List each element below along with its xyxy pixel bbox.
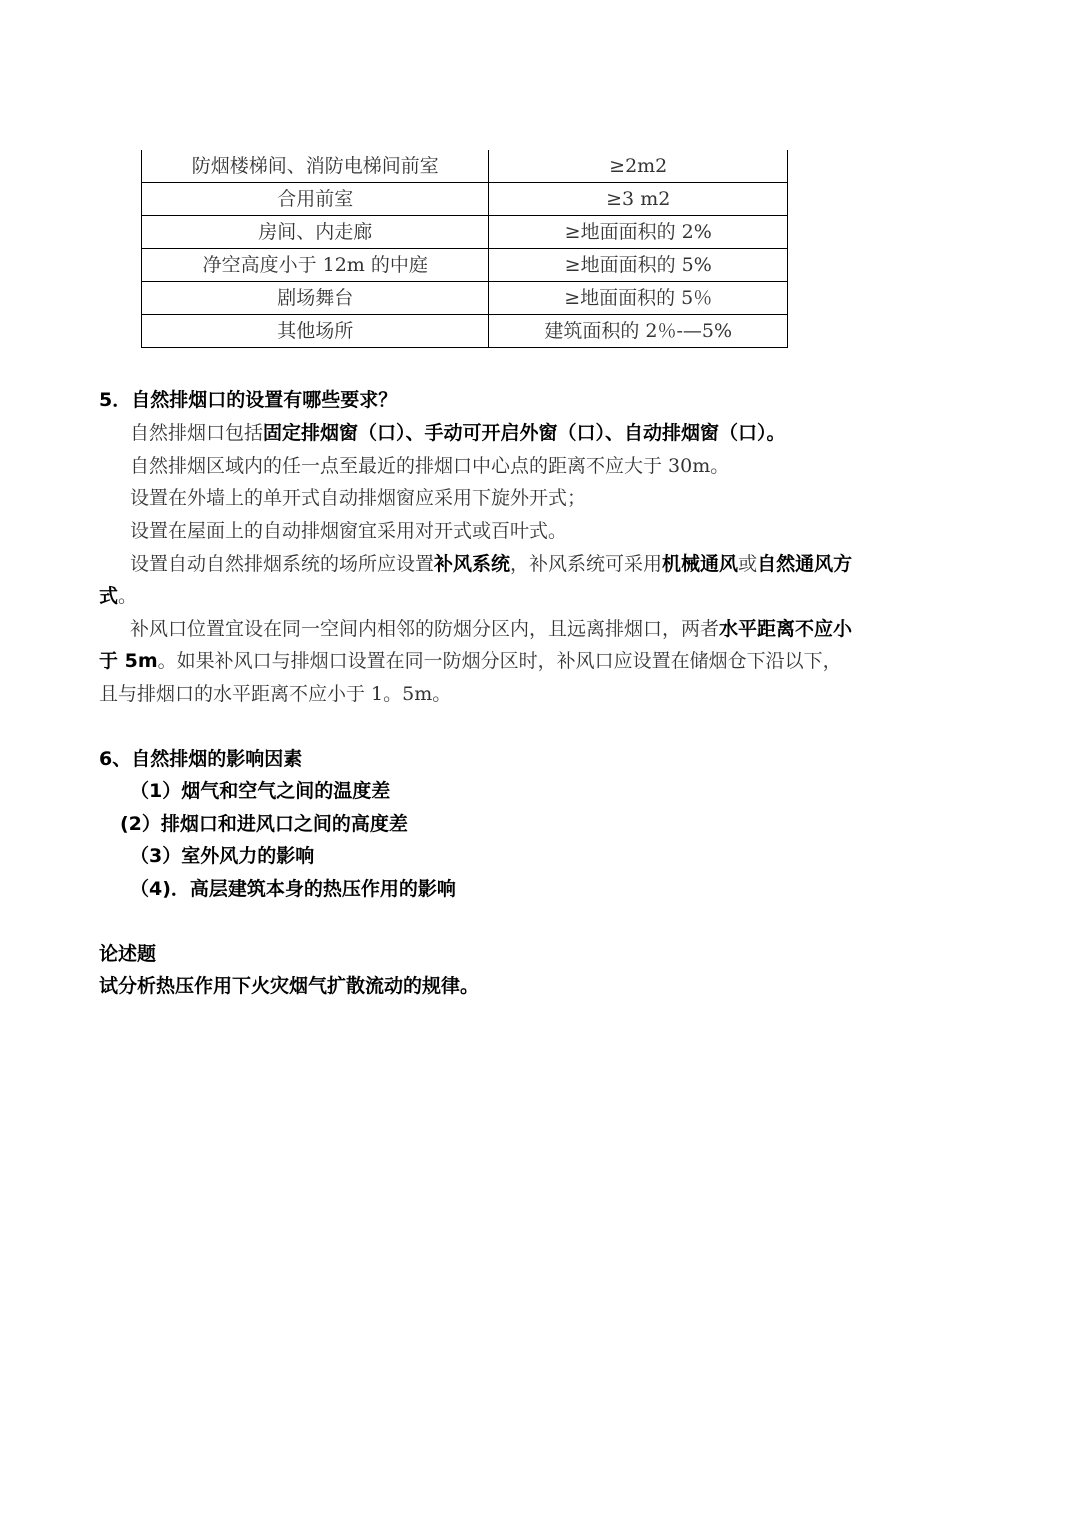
section5-paragraph-2: 自然排烟区域内的任一点至最近的排烟口中心点的距离不应大于 30m。 [130, 455, 730, 477]
smoke-vent-area-table [141, 150, 788, 348]
section5-paragraph-1 [130, 417, 786, 449]
table-row [142, 150, 788, 183]
paragraph-text: 或 [738, 553, 758, 575]
table-row [142, 183, 788, 216]
section5-paragraph-5 [130, 548, 852, 580]
table-cell-area: ≥2m2 [489, 150, 788, 183]
essay-heading: 论述题 [99, 943, 157, 965]
paragraph-emphasis: 式 [99, 585, 119, 607]
table-cell-place: 其他场所 [142, 315, 489, 348]
paragraph-emphasis: 水平距离不应小 [719, 618, 853, 640]
table-cell-area: ≥3 m2 [489, 183, 788, 216]
section5-paragraph-4: 设置在屋面上的自动排烟窗宜采用对开式或百叶式。 [130, 520, 568, 542]
essay-question: 试分析热压作用下火灾烟气扩散流动的规律。 [99, 975, 480, 997]
section5-paragraph-6 [130, 613, 852, 645]
paragraph-text: 。 [118, 585, 138, 607]
table-cell-area: 建筑面积的 2％-—5% [489, 315, 788, 348]
paragraph-emphasis: 补风系统 [434, 553, 511, 575]
table-cell-area: ≥地面面积的 5％ [489, 282, 788, 315]
table-cell-area: ≥地面面积的 5% [489, 249, 788, 282]
paragraph-emphasis: 于 5m [99, 650, 158, 672]
section6-item: (2）排烟口和进风口之间的高度差 [120, 813, 408, 835]
table-cell-area: ≥地面面积的 2% [489, 216, 788, 249]
paragraph-emphasis: 自然通风方 [757, 553, 853, 575]
table-cell-place: 剧场舞台 [142, 282, 489, 315]
paragraph-emphasis: 机械通风 [662, 553, 739, 575]
section6-item: （3）室外风力的影响 [130, 845, 315, 867]
section5-paragraph-6-cont [99, 645, 842, 677]
table-row [142, 249, 788, 282]
table-cell-place: 房间、内走廊 [142, 216, 489, 249]
table-row [142, 282, 788, 315]
paragraph-text: 设置自动自然排烟系统的场所应设置 [130, 553, 435, 575]
table-cell-place: 防烟楼梯间、消防电梯间前室 [142, 150, 489, 183]
section6-heading: 6、自然排烟的影响因素 [99, 748, 303, 770]
section5-paragraph-5-cont [99, 580, 137, 612]
section5-heading: 5．自然排烟口的设置有哪些要求？ [99, 389, 398, 411]
table-row [142, 315, 788, 348]
table-row [142, 216, 788, 249]
section6-item: （1）烟气和空气之间的温度差 [130, 780, 391, 802]
paragraph-emphasis: 固定排烟窗（口）、手动可开启外窗（口）、自动排烟窗（口）。 [263, 422, 786, 444]
paragraph-text: 。如果补风口与排烟口设置在同一防烟分区时，补风口应设置在储烟仓下沿以下， [157, 650, 842, 672]
paragraph-text: 补风口位置宜设在同一空间内相邻的防烟分区内，且远离排烟口，两者 [130, 618, 720, 640]
paragraph-text: ，补风系统可采用 [510, 553, 663, 575]
table-cell-place: 合用前室 [142, 183, 489, 216]
paragraph-text: 自然排烟口包括 [130, 422, 264, 444]
table-cell-place: 净空高度小于 12m 的中庭 [142, 249, 489, 282]
section6-item: （4)．高层建筑本身的热压作用的影响 [130, 878, 456, 900]
section5-paragraph-3: 设置在外墙上的单开式自动排烟窗应采用下旋外开式； [130, 487, 587, 509]
section5-paragraph-6-end: 且与排烟口的水平距离不应小于 1。5m。 [99, 683, 452, 705]
